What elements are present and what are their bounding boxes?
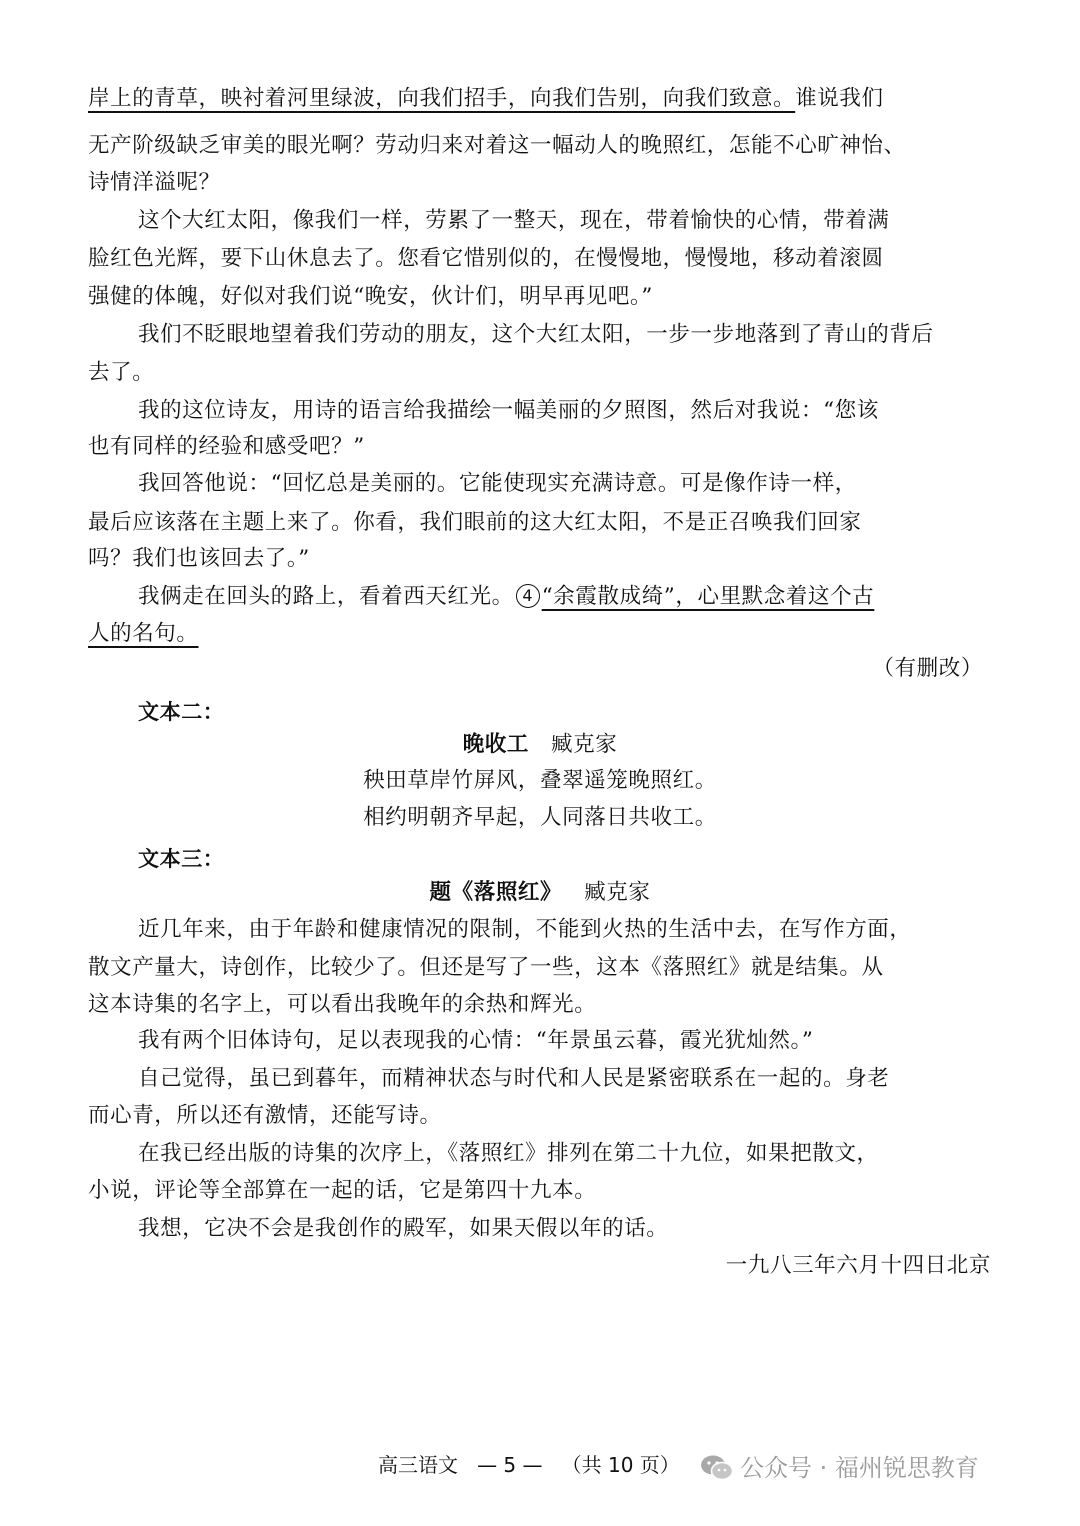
section-heading-text2: 文本二：	[138, 700, 225, 724]
paragraph-line: 我想，它决不会是我创作的殿军，如果天假以年的话。	[138, 1216, 669, 1241]
paragraph-line: 吗？我们也该回去了。”	[88, 546, 310, 571]
paragraph-line: 而心青，所以还有激情，还能写诗。	[88, 1103, 442, 1128]
underlined-sentence: 岸上的青草，映衬着河里绿波，向我们招手，向我们告别，向我们致意。	[88, 86, 796, 111]
underlined-sentence: “余霞散成绮”，心里默念着这个古	[541, 584, 875, 609]
paragraph-line: 最后应该落在主题上来了。你看，我们眼前的这大红太阳，不是正召唤我们回家	[88, 510, 862, 535]
underlined-sentence: 人的名句。	[88, 621, 199, 646]
circled-number-marker: 4	[516, 584, 540, 608]
paragraph-line: 散文产量大，诗创作，比较少了。但还是写了一些，这本《落照红》就是结集。从	[88, 955, 884, 980]
essay-title-line	[0, 876, 1080, 910]
paragraph-line: 我回答他说：“回忆总是美丽的。它能使现实充满诗意。可是像作诗一样，	[138, 471, 857, 496]
poem-verse: 相约明朝齐早起，人同落日共收工。	[363, 805, 717, 830]
poem-title: 晚收工	[462, 732, 529, 757]
paragraph-line: 这个大红太阳，像我们一样，劳累了一整天，现在，带着愉快的心情，带着满	[138, 208, 890, 233]
date-place: 一九八三年六月十四日北京	[725, 1253, 991, 1278]
paragraph-line: 我的这位诗友，用诗的语言给我描绘一幅美丽的夕照图，然后对我说：“您该	[138, 398, 879, 423]
revision-note: （有删改）	[872, 656, 983, 681]
paragraph-line: 强健的体魄，好似对我们说“晚安，伙计们，明早再见吧。”	[88, 284, 653, 309]
paragraph-line: 我有两个旧体诗句，足以表现我的心情：“年景虽云暮，霞光犹灿然。”	[138, 1028, 814, 1053]
paragraph-line: 在我已经出版的诗集的次序上，《落照红》排列在第二十九位，如果把散文，	[138, 1141, 879, 1166]
watermark-text: 公众号 · 福州锐思教育	[740, 1454, 979, 1482]
paragraph-line: 诗情洋溢呢？	[88, 170, 221, 195]
paragraph-line: 自己觉得，虽已到暮年，而精神状态与时代和人民是紧密联系在一起的。身老	[138, 1066, 890, 1091]
footer-total-pages: （共 10 页）	[561, 1453, 680, 1477]
essay-author: 臧克家	[584, 880, 651, 905]
poem-author: 臧克家	[551, 732, 618, 757]
paragraph-line: 我们不眨眼地望着我们劳动的朋友，这个大红太阳，一步一步地落到了青山的背后	[138, 322, 934, 347]
paragraph-line	[88, 617, 1008, 651]
poem-title-line	[0, 728, 1080, 762]
paragraph-line: 这本诗集的名字上，可以看出我晚年的余热和辉光。	[88, 992, 597, 1017]
footer-page-number: — 5 —	[477, 1453, 543, 1477]
watermark	[700, 1450, 1060, 1490]
paragraph-line: 我俩走在回头的路上，看着西天红光。 4 “余霞散成绮”，心里默念着这个古	[138, 584, 875, 609]
paragraph-line: 也有同样的经验和感受吧？”	[88, 434, 365, 459]
paragraph-line: 小说，评论等全部算在一起的话，它是第四十九本。	[88, 1178, 597, 1203]
footer-subject: 高三语文	[378, 1453, 458, 1477]
paragraph-line: 无产阶级缺乏审美的眼光啊？劳动归来对着这一幅动人的晚照红，怎能不心旷神怡、	[88, 133, 906, 158]
paragraph-line: 近几年来，由于年龄和健康情况的限制，不能到火热的生活中去，在写作方面，	[138, 917, 912, 942]
paragraph-line: 脸红色光辉，要下山休息去了。您看它惜别似的，在慢慢地，慢慢地，移动着滚圆	[88, 246, 884, 271]
poem-verse: 秧田草岸竹屏风，叠翠遥笼晚照红。	[363, 768, 717, 793]
essay-title: 题《落照红》	[429, 880, 563, 905]
paragraph-line: 去了。	[88, 360, 155, 385]
section-heading-text3: 文本三：	[138, 847, 225, 871]
paragraph-line: 岸上的青草，映衬着河里绿波，向我们招手，向我们告别，向我们致意。谁说我们	[88, 86, 884, 111]
wechat-icon	[700, 1454, 734, 1492]
page-footer	[378, 1450, 680, 1480]
